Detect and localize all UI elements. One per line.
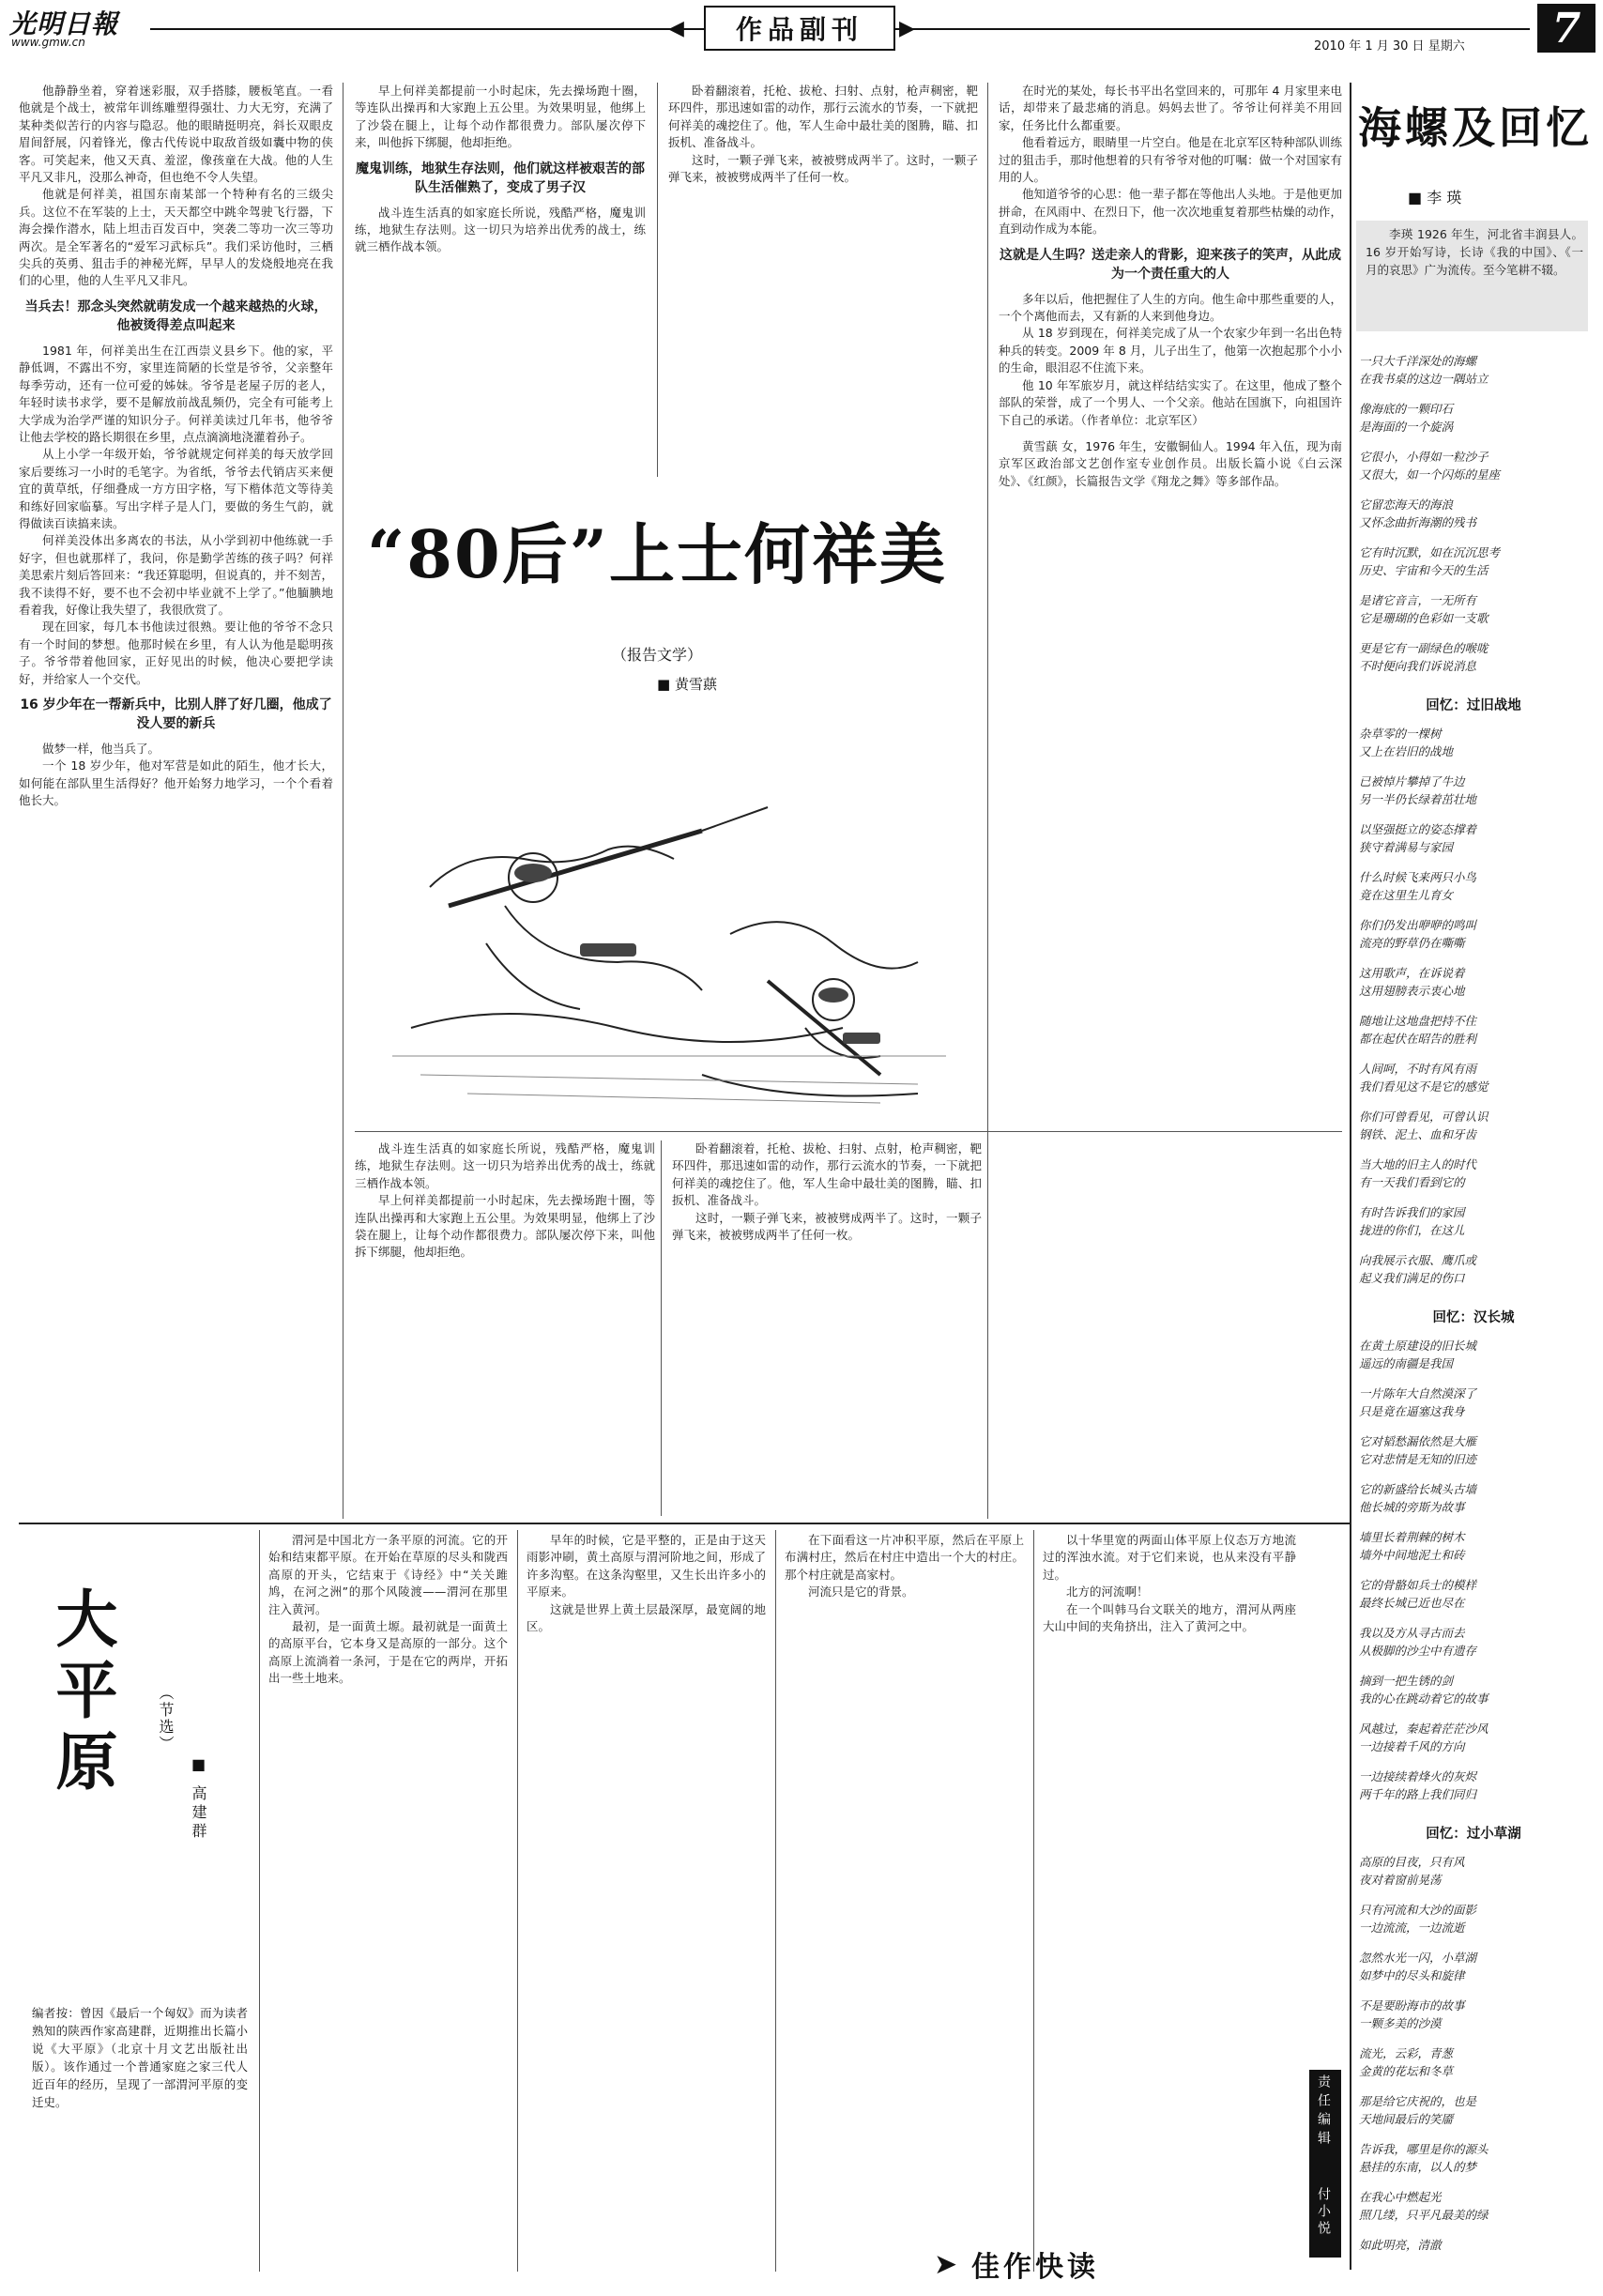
paragraph: 现在回家，每几本书他读过很熟。要让他的爷爷不念只有一个时间的梦想。他那时候在乡里，有人认为他是聪明孩子。爷爷带着他回家，正好见出的时候，他决心要把学读好，并给家人一个交代。 xyxy=(19,620,333,686)
poem-line: 有一天我们看到它的 xyxy=(1359,1175,1465,1189)
banner-arrow-icon: ➤ xyxy=(934,2248,958,2281)
article-column-2-top xyxy=(355,83,646,477)
subheading: 16 岁少年在一帮新兵中，比别人胖了好几圈，他成了没人要的新兵 xyxy=(20,697,332,731)
poem-line: 如此明亮，清澈 xyxy=(1359,2238,1442,2252)
paragraph: 他 10 年军旅岁月，就这样结结实实了。在这里，他成了整个部队的荣誉，成了一个男人、一个父亲。他站在国旗下，向祖国许下自己的承诺。（作者单位：北京军区） xyxy=(999,377,1342,427)
poem-line: 向我展示衣服、鹰爪或 xyxy=(1359,1253,1477,1267)
bottom-section-rule xyxy=(19,1523,1350,1524)
poem-line: 它对韬愁漏依然是大雁 xyxy=(1359,1434,1477,1448)
poem-line: 悬挂的东南，以人的梦 xyxy=(1359,2160,1477,2174)
editor-note: 编者按：曾因《最后一个匈奴》而为读者熟知的陕西作家高建群，近期推出长篇小说《大平原》（北京十月文艺出版社出版）。该作通过一个普通家庭之家三代人近百年的经历，呈现了一部渭河平原的变迁史。 xyxy=(32,2006,248,2109)
paragraph: 早上何祥美都提前一小时起床，先去操场跑十圈，等连队出操再和大家跑上五公里。为效果明显，他绑上了沙袋在腿上，让每个动作都很费力。部队屡次停下来，叫他拆下绑腿，他却拒绝。 xyxy=(355,1193,655,1260)
poem-line: 如梦中的尽头和旋律 xyxy=(1359,1968,1465,1982)
poem-line: 高原的目夜，只有风 xyxy=(1359,1855,1465,1869)
poem-title: 海螺及回忆 xyxy=(1358,102,1593,153)
poem-line: 一边流流，一边流逝 xyxy=(1359,1921,1465,1935)
poem-line: 墙里长着荆棘的树木 xyxy=(1359,1530,1465,1544)
poem-line: 已被悼片攀掉了牛边 xyxy=(1359,774,1465,788)
paragraph: 何祥美没体出多离农的书法，从小学到初中他练就一手好字，但也就那样了，我问，你是勤学苦练的孩子吗？何祥美思索片刻后答回来：“我还算聪明，但说真的，并不刻苦，我不读得不好，要不也不会初中毕业就不上学了。”他腼腆地看着我，好像让我失望了，我很欣赏了。 xyxy=(19,533,333,617)
poem-line: 一颗多美的沙漠 xyxy=(1359,2016,1442,2030)
poem-line: 一边接续着烽火的灰烬 xyxy=(1359,1769,1477,1783)
masthead xyxy=(0,0,1603,56)
paragraph: 河流只是它的背景。 xyxy=(808,1584,914,1600)
bottom-column-3 xyxy=(785,1532,1024,2227)
poem-line: 告诉我，哪里是你的源头 xyxy=(1359,2142,1488,2156)
poem-line: 只是竟在逼塞这我身 xyxy=(1359,1404,1465,1418)
article-genre: （报告文学） xyxy=(611,646,702,664)
poem-line: 他长城的旁斯为故事 xyxy=(1359,1500,1465,1514)
poem-line: 不时便向我们诉说消息 xyxy=(1359,659,1477,673)
poem-line: 历史、宇宙和今天的生活 xyxy=(1359,563,1488,577)
paragraph: 在下面看这一片冲积平原，然后在平原上布满村庄，然后在村庄中造出一个大的村庄。那个村庄就是高家村。 xyxy=(785,1533,1024,1582)
poem-line: 夜对着窗前晃荡 xyxy=(1359,1873,1442,1887)
column-divider xyxy=(259,1530,260,2272)
poem-line: 从极脚的沙尘中有遗存 xyxy=(1359,1644,1477,1658)
poem-line: 更是它有一副绿色的喉咙 xyxy=(1359,641,1488,655)
bottom-article-byline: ■ 高建群 xyxy=(190,1755,207,1843)
column-divider xyxy=(657,83,658,477)
poem-line: 天地间最后的笑靥 xyxy=(1359,2112,1454,2126)
poem-line: 什么时候飞来两只小鸟 xyxy=(1359,870,1477,884)
paragraph: 早年的时候，它是平整的，正是由于这天雨影冲刷，黄土高原与渭河阶地之间，形成了许多沟壑。在这条沟壑里，又生长出许多小的平原来。 xyxy=(527,1533,766,1600)
poem-line: 它很小，小得如一粒沙子 xyxy=(1359,450,1488,464)
bottom-article-title: 大平原 xyxy=(45,1586,118,1800)
section-title: 作品副刊 xyxy=(735,14,863,45)
poem-line: 有时告诉我们的家园 xyxy=(1359,1205,1465,1219)
poem-line: 它留恋海天的海浪 xyxy=(1359,497,1454,512)
column-divider xyxy=(517,1530,518,2272)
poem-line: 杂草零的一棵树 xyxy=(1359,727,1442,741)
bottom-article-excerpt-tag: （节选） xyxy=(157,1685,175,1753)
column-divider xyxy=(987,83,988,1519)
article-headline: “80后”上士何祥美 xyxy=(367,515,947,593)
poem-line: 墙外中间地泥土和砖 xyxy=(1359,1548,1465,1562)
right-ornament-icon: ▶ xyxy=(899,17,915,40)
column-divider xyxy=(1033,1530,1034,2272)
paragraph: 渭河是中国北方一条平原的河流。它的开始和结束都平原。在开始在草原的尽头和陇西高原的开头，它结束于《诗经》中“关关雎鸠，在河之洲”的那个风陵渡——渭河在那里注入黄河。 xyxy=(268,1533,508,1616)
column-divider xyxy=(775,1530,776,2272)
poem-line: 风越过，秦起着茫茫沙风 xyxy=(1359,1722,1488,1736)
bottom-column-1 xyxy=(268,1532,508,2264)
poem-line: 竟在这里生儿育女 xyxy=(1359,888,1454,902)
column-banner: 佳作快读 xyxy=(971,2251,1099,2284)
poem-byline: ■ 李 瑛 xyxy=(1408,189,1462,207)
poem-line: 照几缕，只平凡最美的绿 xyxy=(1359,2208,1488,2222)
newspaper-logo: 光明日報 xyxy=(9,8,119,39)
paragraph: 北方的河流啊！ xyxy=(1066,1584,1149,1600)
poem-line: 又很大，如一个闪烁的星座 xyxy=(1359,467,1501,482)
poem-line: 是海面的一个旋涡 xyxy=(1359,420,1454,434)
column-divider xyxy=(661,1140,662,1516)
section-header xyxy=(704,6,895,51)
poem-line: 流光，云彩，青葱 xyxy=(1359,2046,1454,2060)
poem-line: 另一半仍长绿着茁壮地 xyxy=(1359,792,1477,806)
editor-name: 付小悦 xyxy=(1316,2187,1331,2238)
bottom-column-2 xyxy=(527,1532,766,2264)
paragraph: 卧着翻滚着，托枪、拔枪、扫射、点射，枪声稠密，靶环四件，那迅速如雷的动作，那行云流水的节奏，一下就把何祥美的魂挖住了。他，军人生命中最壮美的图腾，瞄、扣扳机、准备战斗。 xyxy=(668,84,978,150)
bottom-column-4 xyxy=(1043,1532,1296,2227)
paragraph: 战斗连生活真的如家庭长所说，残酷严格，魔鬼训练，地狱生存法则。这一切只为培养出优秀的战士，练就三栖作战本领。 xyxy=(355,205,646,254)
poem-line: 这用歌声，在诉说着 xyxy=(1359,966,1465,980)
poem-line: 摘到一把生锈的剑 xyxy=(1359,1674,1454,1688)
paragraph: 以十华里宽的两面山体平原上仪态万方地流过的浑浊水流。对于它们来说，也从来没有平静过。 xyxy=(1043,1533,1296,1582)
poem-line: 这用翅膀表示衷心地 xyxy=(1359,984,1465,998)
poem-line: 一只大千洋深处的海螺 xyxy=(1359,354,1477,368)
article-byline: ■ 黄雪蕻 xyxy=(657,676,717,693)
poem-line: 你们可曾看见，可曾认识 xyxy=(1359,1110,1488,1124)
paragraph: 他看着远方，眼睛里一片空白。他是在北京军区特种部队训练过的狙击手，那时他想着的只有爷爷对他的叮嘱：做一个对国家有用的人。 xyxy=(999,135,1342,185)
poem-line: 它是珊瑚的色彩如一支歌 xyxy=(1359,611,1488,625)
page-number-box xyxy=(1537,4,1595,53)
paragraph: 在一个叫韩马台文联关的地方，渭河从两座大山中间的夹角挤出，注入了黄河之中。 xyxy=(1043,1601,1296,1634)
left-ornament-icon: ◀ xyxy=(668,17,684,40)
poem-line: 起义我们满足的伤口 xyxy=(1359,1271,1465,1285)
paragraph: 卧着翻滚着，托枪、拔枪、扫射、点射，枪声稠密，靶环四件，那迅速如雷的动作，那行云流水的节奏，一下就把何祥美的魂挖住了。他，军人生命中最壮美的图腾，瞄、扣扳机、准备战斗。 xyxy=(672,1141,982,1208)
article-column-1 xyxy=(19,83,333,1519)
poem-line: 又上在岩旧的战地 xyxy=(1359,744,1454,758)
column-divider xyxy=(343,83,344,1519)
poem-line: 不是要盼海市的故事 xyxy=(1359,1998,1465,2013)
poem-line: 它的骨骼如兵士的模样 xyxy=(1359,1578,1477,1592)
poem-line: 像海底的一颗印石 xyxy=(1359,402,1454,416)
poem-line: 我的心在跳动着它的故事 xyxy=(1359,1691,1488,1706)
poem-section-heading: 回忆：过小草湖 xyxy=(1426,1827,1521,1842)
poem-section-heading: 回忆：汉长城 xyxy=(1432,1310,1515,1325)
subheading: 这就是人生吗？送走亲人的背影，迎来孩子的笑声，从此成为一个责任重大的人 xyxy=(1000,247,1341,282)
author-bio: 黄雪蕻 女，1976 年生，安徽铜仙人。1994 年入伍，现为南京军区政治部文艺创作室专业创作员。出版长篇小说《白云深处》、《红颜》，长篇报告文学《翔龙之舞》等多部作品。 xyxy=(999,438,1342,488)
poem-line: 人间呵，不时有风有雨 xyxy=(1359,1062,1477,1076)
paragraph: 他静静坐着，穿着迷彩服，双手搭膝，腰板笔直。一看他就是个战士，被常年训练雕塑得强壮、力大无穷，充满了某种类似苦行的内容与隐忍。他的眼睛挺明亮，斜长双眼皮眉间舒展，闪着锋光，像古代传说中取敌首级如囊中物的侠客。可笑起来，他又天真、羞涩，像孩童在大战。他的人生平凡又非凡，没那么神奇，但也绝不令人失望。 xyxy=(19,84,333,185)
article-column-2-bottom xyxy=(355,1140,655,1516)
poet-bio: 李瑛 1926 年生，河北省丰润县人。16 岁开始写诗，长诗《我的中国》、《一月的哀思》广为流传。至今笔耕不辍。 xyxy=(1366,227,1583,277)
article-column-3-bottom xyxy=(672,1140,982,1516)
poem-line: 我们看见这不是它的感觉 xyxy=(1359,1079,1488,1094)
poem-line: 又怀念曲折海潮的残书 xyxy=(1359,515,1477,529)
paragraph: 他就是何祥美，祖国东南某部一个特种有名的三级尖兵。这位不在军装的上士，天天都空中跳伞驾驶飞行器，下海会操作潜水，陆上坦击百发百中，突袭二等功一次三等功两次。是全军著名的“爱军习武标兵”。我们采访他时，三栖尖兵的英勇、狙击手的神秘光辉，早早人的发烧般地亮在我们的心里，他的人生平凡又非凡。 xyxy=(19,187,333,288)
paragraph: 最初，是一面黄土塬。最初就是一面黄土的高原平台，它本身又是高原的一部分。这个高原上流淌着一条河，于是在它的两岸，开拓出一些土地来。 xyxy=(268,1619,508,1686)
article-column-3-top xyxy=(668,83,978,477)
paragraph: 这时，一颗子弹飞来，被被劈成两半了。这时，一颗子弹飞来，被被劈成两半了任何一枚。 xyxy=(668,152,978,185)
poem-line: 拢进的你们，在这儿 xyxy=(1359,1223,1465,1237)
editor-label: 责任编辑 xyxy=(1316,2074,1331,2150)
poem-line: 狭守着满易与家园 xyxy=(1359,840,1454,854)
poem-line: 当大地的旧主人的时代 xyxy=(1359,1157,1477,1171)
poem-line: 一边接着千风的方向 xyxy=(1359,1739,1465,1753)
poem-line: 金黄的花坛和冬草 xyxy=(1359,2064,1454,2078)
paragraph: 他知道爷爷的心思：他一辈子都在等他出人头地。于是他更加拼命，在风雨中、在烈日下，他一次次地重复着那些枯燥的动作，直到动作成为本能。 xyxy=(999,187,1342,237)
website-url[interactable]: www.gmw.cn xyxy=(11,36,85,49)
poem-line: 流亮的野草仍在嘶嘶 xyxy=(1359,936,1465,950)
poem-line: 它的新盛给长城头古墙 xyxy=(1359,1482,1477,1496)
subheading: 魔鬼训练，地狱生存法则，他们就这样被艰苦的部队生活催熟了，变成了男子汉 xyxy=(356,161,645,195)
paragraph: 早上何祥美都提前一小时起床，先去操场跑十圈，等连队出操再和大家跑上五公里。为效果明显，他绑上了沙袋在腿上，让每个动作都很费力。部队屡次停下来，叫他拆下绑腿，他却拒绝。 xyxy=(355,84,646,150)
paragraph: 一个 18 岁少年，他对军营是如此的陌生，他才长大，如何能在部队里生活得好？他开始努力地学习，一个个看着他长大。 xyxy=(19,758,333,808)
poem-line: 都在起伏在昭告的胜利 xyxy=(1359,1032,1477,1046)
paragraph: 做梦一样，他当兵了。 xyxy=(42,742,160,756)
poem-line: 忽然水光一闪，小草湖 xyxy=(1359,1951,1477,1965)
poem-line: 只有河流和大沙的面影 xyxy=(1359,1903,1477,1917)
paragraph: 1981 年，何祥美出生在江西崇义县乡下。他的家，平静低调，不露出不穷，家里连简陋的长堂是爷爷，父亲整年每季劳动，还有一位可爱的姊妹。爷爷是老屋子厉的老人，年轻时读书求学，要不是解放前战乱频仍，完全有可能考上大学成为治学严谨的知识分子。何祥美读过几年书，他爷爷让他去学校的路长期很在乡里，点点滴滴地浇灌着孙子。 xyxy=(19,343,333,444)
poem-line: 那是给它庆祝的，也是 xyxy=(1359,2094,1477,2108)
paragraph: 多年以后，他把握住了人生的方向。他生命中那些重要的人，一个个离他而去，又有新的人来到他身边。 xyxy=(999,291,1342,324)
poem-line: 钢铁、泥土、血和牙齿 xyxy=(1359,1127,1477,1141)
paragraph: 在时光的某处，每长书平出名堂回来的，可那年 4 月家里来电话，却带来了最悲痛的消息。妈妈去世了。爷爷让何祥美不用回家，任务比什么都重要。 xyxy=(999,84,1342,132)
poem-line: 它对悲情是无知的旧迹 xyxy=(1359,1452,1477,1466)
poem-line: 在黄土原建设的旧长城 xyxy=(1359,1339,1477,1353)
paragraph: 从上小学一年级开始，爷爷就规定何祥美的每天放学回家后要练习一小时的毛笔字。为省纸，爷爷去代销店买来便宜的黄草纸，仔细叠成一方方田字格，写下楷体范文等待美和练好回家临摹。写出字样子是人门，要做的务生气韵，就得做读百读搞来读。 xyxy=(19,447,333,530)
poem-line: 我以及方从寻古而去 xyxy=(1359,1626,1465,1640)
article-column-4 xyxy=(999,83,1342,1519)
page-number: 7 xyxy=(1551,4,1581,53)
poem-line: 最终长城已近也尽在 xyxy=(1359,1596,1465,1610)
poem-line: 你们仍发出咿咿的鸣叫 xyxy=(1359,918,1477,932)
poem-line: 两千年的路上我们同归 xyxy=(1359,1787,1477,1801)
poem-section-heading: 回忆：过旧战地 xyxy=(1426,698,1521,713)
paragraph: 这时，一颗子弹飞来，被被劈成两半了。这时，一颗子弹飞来，被被劈成两半了任何一枚。 xyxy=(672,1210,982,1243)
soldier-illustration xyxy=(392,718,946,1122)
poem-line: 随地让这地盘把持不住 xyxy=(1359,1014,1477,1028)
poem-line: 一片陈年大自然漠深了 xyxy=(1359,1386,1477,1401)
poem-panel-divider xyxy=(1350,83,1351,2270)
paragraph: 战斗连生活真的如家庭长所说，残酷严格，魔鬼训练，地狱生存法则。这一切只为培养出优秀的战士，练就三栖作战本领。 xyxy=(355,1141,655,1190)
poem-line: 以坚强挺立的姿态撑着 xyxy=(1359,822,1477,836)
poem-line: 在我心中燃起光 xyxy=(1359,2190,1442,2204)
poem-line: 遥远的南疆是我国 xyxy=(1359,1356,1454,1370)
poem-line: 在我书桌的这边一隅站立 xyxy=(1359,372,1488,386)
poem-line: 它有时沉默，如在沉沉思考 xyxy=(1359,545,1501,559)
dateline: 2010 年 1 月 30 日 星期六 xyxy=(1314,39,1465,54)
paragraph: 这就是世界上黄土层最深厚，最宽阔的地区。 xyxy=(527,1601,766,1634)
paragraph: 从 18 岁到现在，何祥美完成了从一个农家少年到一名出色特种兵的转变。2009 年 8 月，儿子出生了，他第一次抱起那个小小的生命，眼泪忍不住流下来。 xyxy=(999,326,1342,375)
subheading: 当兵去！那念头突然就萌发成一个越来越热的火球，他被烫得差点叫起来 xyxy=(24,298,328,333)
poem-line: 是诸它音言，一无所有 xyxy=(1359,593,1477,607)
